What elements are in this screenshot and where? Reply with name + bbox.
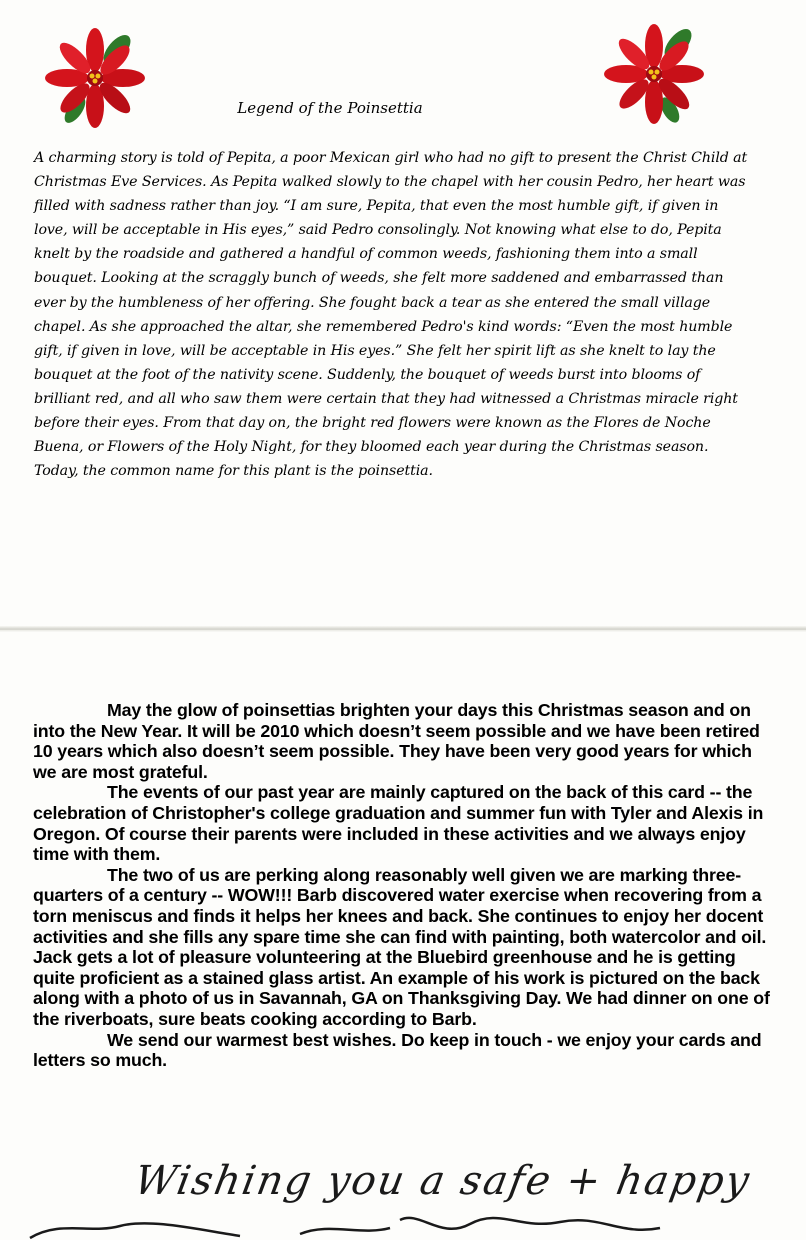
handwritten-greeting: Wishing you a safe + happy [130, 1158, 755, 1204]
card-fold-divider [0, 626, 806, 632]
letter-paragraph: The two of us are perking along reasonably well given we are marking three-quarters of a century -- WOW!!! Barb discovered water exercise when recovering from a torn meniscus and finds it helps her knees and back. She continues to enjoy her docent activities and she fills any spare time she can find with painting, both watercolor and oil. Jack gets a lot of pleasure volunteering at the Bluebird greenhouse and he is getting quite proficient as a stained glass artist. An example of his work is pictured on the back along with a photo of us in Savannah, GA on Thanksgiving Day. We had dinner on one of the riverboats, sure beats cooking according to Barb. [33, 864, 770, 1029]
christmas-letter [33, 700, 773, 1071]
legend-story-text: A charming story is told of Pepita, a poor Mexican girl who had no gift to present the Christ Child at Christmas Eve Services. As Pepita walked slowly to the chapel with her cousin Pedro, her heart was filled with sadness rather than joy. “I am sure, Pepita, that even the most humble gift, if given in love, will be acceptable in His eyes,” said Pedro consolingly. Not knowing what else to do, Pepita knelt by the roadside and gathered a handful of common weeds, fashioning them into a small bouquet. Looking at the scraggly bunch of weeds, she felt more saddened and embarrassed than ever by the humbleness of her offering. She fought back a tear as she entered the small village chapel. As she approached the altar, she remembered Pedro's kind words: “Even the most humble gift, if given in love, will be acceptable in His eyes.” She felt her spirit lift as she knelt to lay the bouquet at the foot of the nativity scene. Suddenly, the bouquet of weeds burst into blooms of brilliant red, and all who saw them were certain that they had witnessed a Christmas miracle right before their eyes. From that day on, the bright red flowers were known as the Flores de Noche Buena, or Flowers of the Holy Night, for they bloomed each year during the Christmas season. Today, the common name for this plant is the poinsettia. [34, 150, 748, 480]
letter-paragraph: May the glow of poinsettias brighten your days this Christmas season and on into the New Year. It will be 2010 which doesn’t seem possible and we have been retired 10 years which also doesn’t seem possible. They have been very good years for which we are most grateful. [33, 700, 760, 782]
handwritten-signature [0, 1150, 806, 1240]
letter-paragraph: The events of our past year are mainly captured on the back of this card -- the celebration of Christopher's college graduation and summer fun with Tyler and Alexis in Oregon. Of course their parents were included in these activities and we always enjoy time with them. [33, 782, 764, 865]
letter-paragraph: We send our warmest best wishes. Do keep in touch - we enjoy your cards and letters so much. [33, 1029, 762, 1071]
legend-title: Legend of the Poinsettia [237, 99, 423, 117]
legend-story [34, 146, 750, 483]
